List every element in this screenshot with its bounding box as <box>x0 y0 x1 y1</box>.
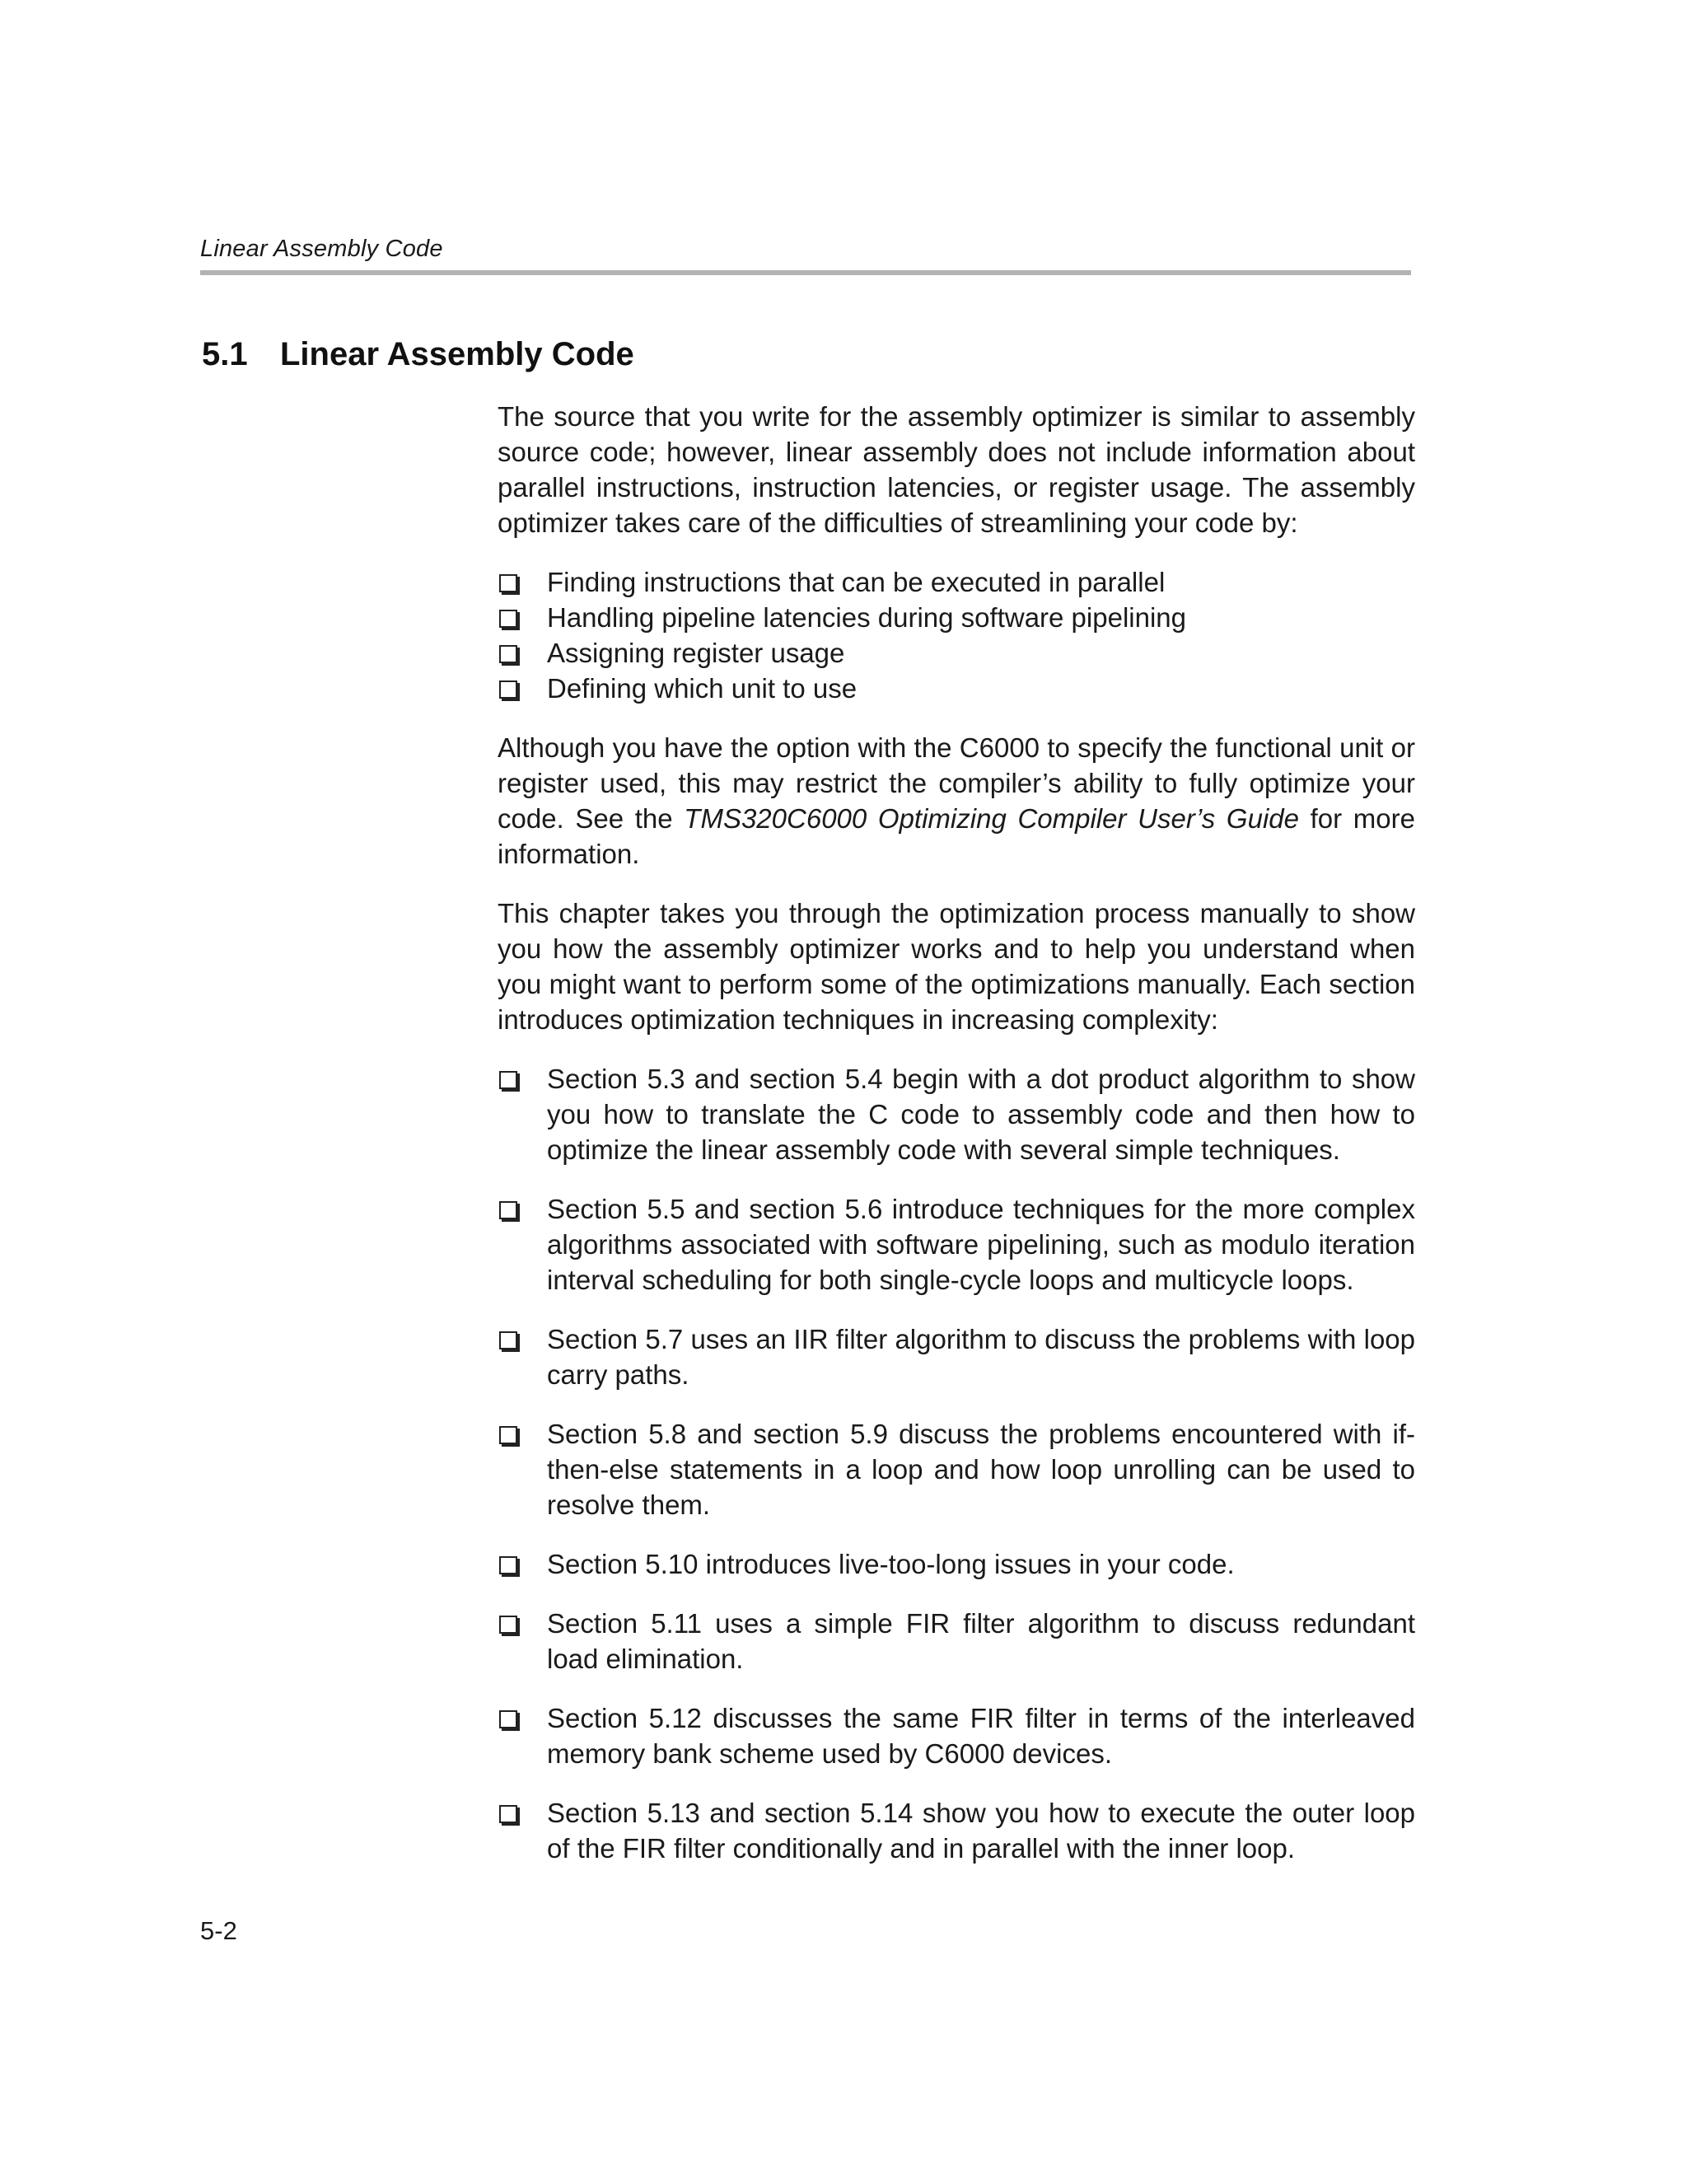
list-item: Handling pipeline latencies during software pipelining <box>498 600 1415 635</box>
list-item: Section 5.3 and section 5.4 begin with a dot product algorithm to show you how to translate the C code to assembly code and then how to optimize the linear assembly code with several simple techniques. <box>498 1061 1415 1167</box>
list-item: Section 5.10 introduces live-too-long issues in your code. <box>498 1546 1415 1582</box>
page-number: 5-2 <box>200 1916 237 1945</box>
checkbox-bullet-icon <box>499 1616 517 1634</box>
option-paragraph: Although you have the option with the C6000 to specify the functional unit or register used, this may restrict the compiler’s ability to fully optimize your code. See the TMS320C6000 Optimizing Compiler User’s Guide for more information. <box>498 732 1415 869</box>
checkbox-bullet-icon <box>499 645 517 663</box>
list-item: Assigning register usage <box>498 635 1415 671</box>
header-rule <box>200 270 1411 275</box>
checkbox-bullet-icon <box>499 1805 517 1823</box>
checkbox-bullet-icon <box>499 1071 517 1089</box>
list-item: Finding instructions that can be executed in parallel <box>498 564 1415 600</box>
checkbox-bullet-icon <box>499 1556 517 1574</box>
checkbox-bullet-icon <box>499 1710 517 1728</box>
checkbox-bullet-icon <box>499 574 517 592</box>
checkbox-bullet-icon <box>499 1201 517 1219</box>
chapter-paragraph: This chapter takes you through the optimization process manually to show you how the assembly optimizer works and to help you understand when you might want to perform some of the optimizations manually. Each section introduces optimization techniques in increasing complexity: <box>498 898 1415 1035</box>
section-number: 5.1 <box>202 336 248 372</box>
checkbox-bullet-icon <box>499 610 517 628</box>
checkbox-bullet-icon <box>499 1331 517 1349</box>
section-heading <box>202 336 634 373</box>
guide-title: TMS320C6000 Optimizing Compiler User’s Guide <box>684 803 1299 834</box>
list-item: Defining which unit to use <box>498 671 1415 706</box>
list-item: Section 5.12 discusses the same FIR filter in terms of the interleaved memory bank scheme used by C6000 devices. <box>498 1700 1415 1771</box>
checkbox-bullet-icon <box>499 1426 517 1444</box>
list-item: Section 5.5 and section 5.6 introduce techniques for the more complex algorithms associated with software pipelining, such as modulo iteration interval scheduling for both single-cycle loops and multicycle loops. <box>498 1191 1415 1298</box>
optimizer-task-list <box>498 564 1415 706</box>
section-title: Linear Assembly Code <box>280 336 634 372</box>
list-item: Section 5.13 and section 5.14 show you how to execute the outer loop of the FIR filter conditionally and in parallel with the inner loop. <box>498 1795 1415 1866</box>
list-item: Section 5.7 uses an IIR filter algorithm to discuss the problems with loop carry paths. <box>498 1321 1415 1392</box>
section-list <box>498 1061 1415 1866</box>
checkbox-bullet-icon <box>499 680 517 699</box>
list-item: Section 5.11 uses a simple FIR filter algorithm to discuss redundant load elimination. <box>498 1606 1415 1677</box>
body-content <box>498 399 1415 1890</box>
running-header: Linear Assembly Code <box>200 236 443 262</box>
intro-paragraph: The source that you write for the assembly optimizer is similar to assembly source code; however, linear assembly does not include information about parallel instructions, instruction latencies, or register usage. The assembly optimizer takes care of the difficulties of streamlining your code by: <box>498 401 1415 538</box>
list-item: Section 5.8 and section 5.9 discuss the problems encountered with if-then-else statements in a loop and how loop unrolling can be used to resolve them. <box>498 1416 1415 1522</box>
